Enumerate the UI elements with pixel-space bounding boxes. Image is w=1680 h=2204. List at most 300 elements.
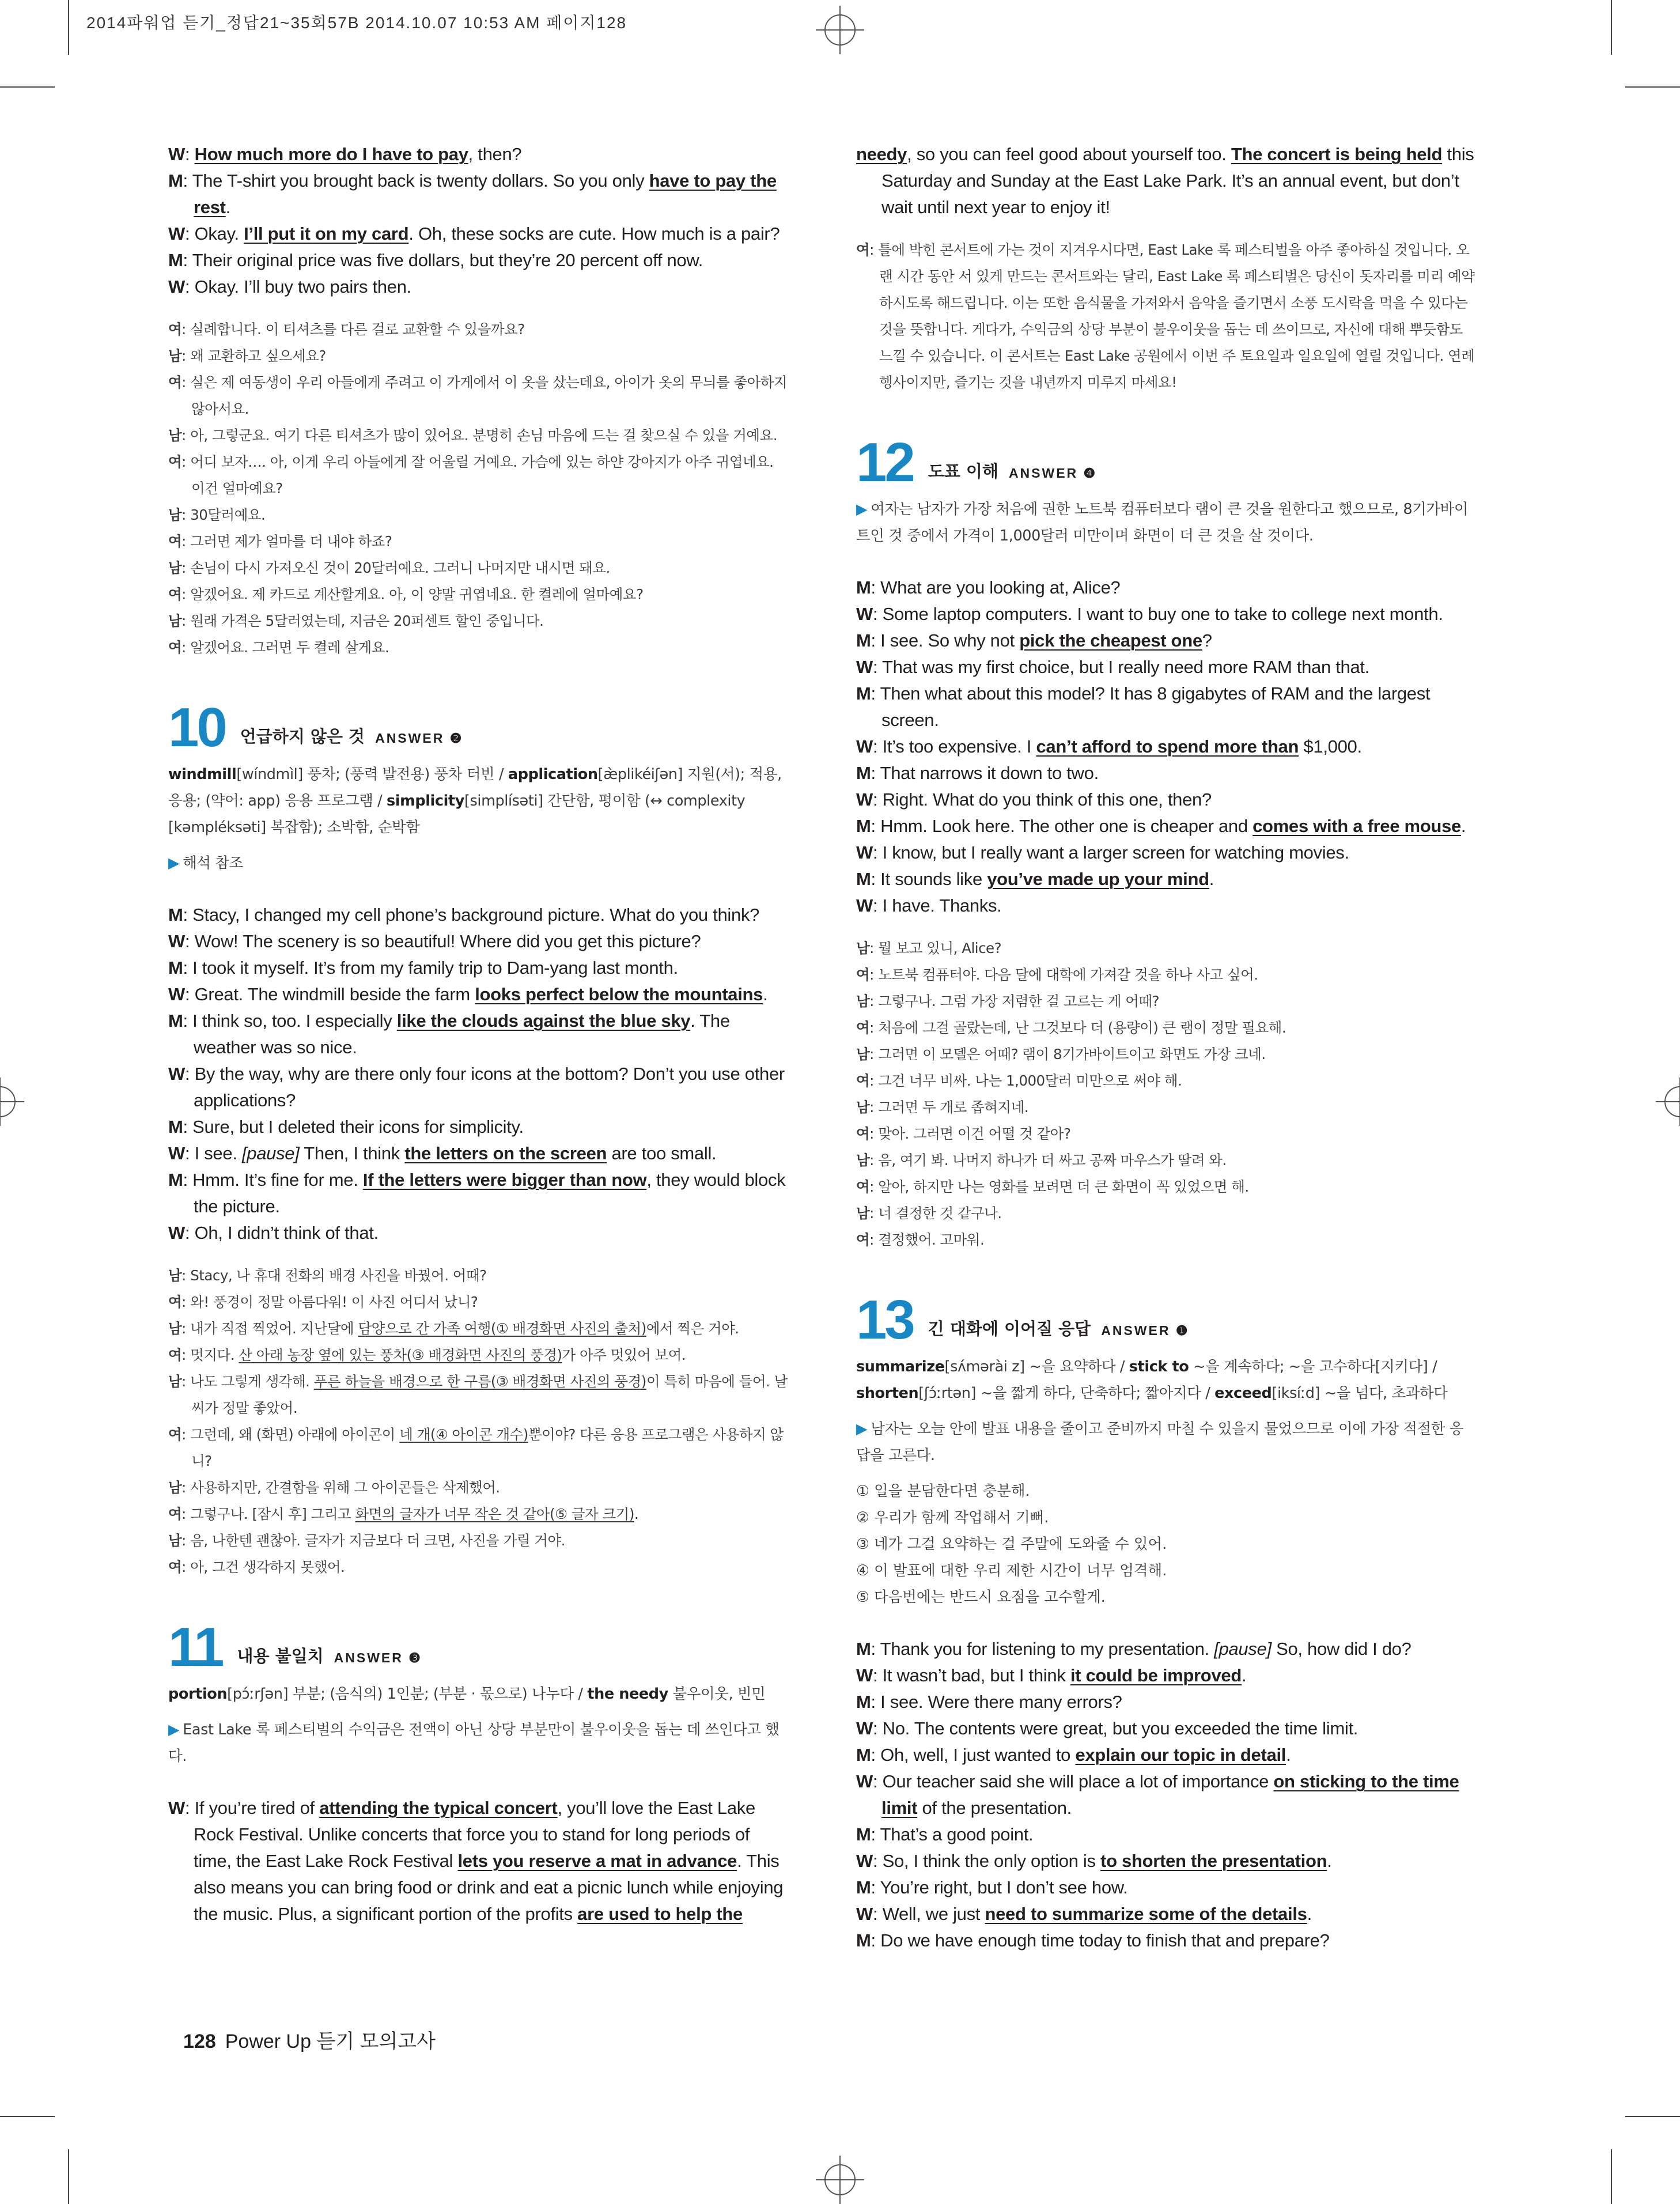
print-header: 2014파워업 듣기_정답21~35회57B 2014.10.07 10:53 AM 페이지128 [86,14,627,32]
section-12-header [856,432,1476,493]
key-phrase: 산 아래 농장 옆에 있는 풍차(③ 배경화면 사진의 풍경) [239,1347,562,1363]
key-phrase: 담양으로 간 가족 여행(① 배경화면 사진의 출처) [358,1320,646,1337]
dialogue-line: 여: 맞아. 그러면 이건 어떨 것 같아? [856,1125,1071,1142]
line-text: 틀에 박힌 콘서트에 가는 것이 지겨우시다면, East Lake 록 페스티벌을 아주 좋아하실 것입니다. 오랜 시간 동안 서 있게 만드는 콘서트와는 달리, East Lake 록 페스티벌은 당신이 돗자리를 미리 예약하시도록 해드립니다. 이는 또한 음식물을 가져와서 음악을 즐기면서 소풍 도시락을 먹을 수 있다는 것을 뜻합니다. 게다가, 수익금의 상당 부분이 불우이웃을 돕는 데 쓰이므로, 자신에 대해 뿌듯함도 느낄 수 있습니다. 이 콘서트는 East Lake 공원에서 이번 주 토요일과 일요일에 열릴 것입니다. 연례행사이지만, 즐기는 것을 내년까지 미루지 마세요! [878,241,1475,391]
line-text: The T-shirt you brought back is twenty dollars. So you only [192,171,649,191]
vocab-definition: [wíndmìl] 풍차; (풍력 발전용) 풍차 터빈 / [236,766,508,783]
translation-q10 [168,1262,790,1581]
key-phrase: attending the typical concert [319,1798,558,1818]
line-text: , they would block the picture. [194,1170,786,1216]
dialogue-line: M: Oh, well, I just wanted to explain our topic in detail. [856,1745,1291,1765]
section-10-header [168,697,790,758]
triangle-bullet-icon: ▶ [168,855,180,872]
speaker-label: M [856,816,871,836]
hint-q12 [856,496,1476,549]
hint-text: 남자는 오늘 안에 발표 내용을 줄이고 준비까지 마칠 수 있을지 물었으므로 이에 가장 적절한 응답을 고른다. [856,1420,1463,1464]
page-footer [183,2025,436,2054]
dialogue-q13 [856,1636,1476,1954]
key-phrase: you’ve made up your mind [987,869,1209,889]
line-text: 그러면 이 모델은 어때? 램이 8기가바이트이고 화면도 가장 크네. [878,1046,1266,1063]
line-text: 내가 직접 찍었어. 지난달에 [190,1320,358,1337]
line-text: . [1307,1904,1312,1924]
line-text: $1,000. [1299,736,1362,757]
line-text: What are you looking at, Alice? [880,577,1121,598]
vocab-word: summarize [856,1358,945,1375]
line-text: It sounds like [880,869,987,889]
section-number: 13 [856,1289,913,1351]
line-text: 아, 그렇군요. 여기 다른 티셔츠가 많이 있어요. 분명히 손님 마음에 드는 걸 찾으실 수 있을 거예요. [190,427,778,444]
speaker-label: W [856,1771,873,1791]
speaker-label: M [856,1745,871,1765]
dialogue-line: 남: 그러면 두 개로 좁혀지네. [856,1099,1029,1116]
vocab-definition: [sʌ́mərài z] ~을 요약하다 / [944,1358,1129,1375]
answer-option: ③ 네가 그걸 요약하는 걸 주말에 도와줄 수 있어. [856,1536,1167,1553]
line-text: 그렇구나. [잠시 후] 그리고 [190,1506,355,1522]
line-text: 30달러예요. [190,506,266,523]
dialogue-line: 남: 왜 교환하고 싶으세요? [168,347,326,364]
line-text: 그러면 제가 얼마를 더 내야 하죠? [190,533,392,550]
line-text: , you’ll love the East Lake Rock Festival. Unlike concerts that force you to stand for long periods of time, the East Lake Rock Festival [194,1798,755,1871]
section-number: 10 [168,697,225,758]
speaker-label: M [168,905,183,925]
speaker-label: M [168,1011,183,1031]
speaker-label: W [856,604,873,624]
speaker-label: W [856,842,873,863]
dialogue-line: W: Great. The windmill beside the farm looks perfect below the mountains. [168,984,768,1004]
line-text: . [763,984,768,1004]
line-text: Okay. [194,224,244,244]
line-text: That’s a good point. [880,1824,1034,1844]
speaker-label: W [856,1851,873,1871]
hint-text: 해석 참조 [183,855,243,872]
line-text: I see. So why not [880,630,1020,651]
dialogue-line: M: Sure, but I deleted their icons for simplicity. [168,1117,524,1137]
line-text: If you’re tired of [194,1798,320,1818]
speaker-label: W [168,931,185,951]
key-phrase: looks perfect below the mountains [475,984,763,1004]
speaker-label: 여 [168,321,182,338]
line-text: No. The contents were great, but you exceeded the time limit. [882,1718,1359,1738]
hint-q13 [856,1416,1476,1469]
line-text: this Saturday and Sunday at the East Lake Park. It’s an annual event, but don’t wait until next year to enjoy it! [881,144,1474,217]
dialogue-line: W: Oh, I didn’t think of that. [168,1223,379,1243]
line-text: Right. What do you think of this one, then? [882,789,1212,810]
speaker-label: M [168,1170,183,1190]
line-text: 그건 너무 비싸. 나는 1,000달러 미만으로 써야 해. [878,1072,1182,1089]
line-text: Thank you for listening to my presentation. [880,1639,1214,1659]
left-column [168,141,790,1927]
dialogue-line: 남: Stacy, 나 휴대 전화의 배경 사진을 바꿨어. 어때? [168,1267,487,1284]
triangle-bullet-icon: ▶ [856,501,868,518]
section-title: 도표 이해 [928,462,998,481]
dialogue-line: 남: 너 결정한 것 같구나. [856,1205,1002,1222]
line-text: 와! 풍경이 정말 아름다워! 이 사진 어디서 났니? [190,1294,478,1310]
speaker-label: 여 [168,639,182,656]
vocab-definition: [iksíːd] ~을 넘다, 초과하다 [1272,1385,1448,1402]
key-phrase: 푸른 하늘을 배경으로 한 구름(③ 배경화면 사진의 풍경) [313,1373,646,1390]
registration-mark-icon [1656,1078,1680,1126]
speaker-label: W [168,224,185,244]
line-text: Then, I think [299,1143,405,1163]
speaker-label: W [168,144,185,164]
answer-label: ANSWER ❹ [1008,466,1098,481]
stage-direction: [pause] [1214,1639,1272,1659]
dialogue-q10 [168,902,790,1246]
speaker-label: 남 [856,1205,870,1222]
speaker-label: 남 [168,1532,182,1549]
vocab-definition: [pɔ́ːrʃən] 부분; (음식의) 1인분; (부분 · 몫으로) 나누다 / [227,1685,588,1703]
dialogue-line: 남: 30달러예요. [168,506,266,523]
vocab-definition: 불우이웃, 빈민 [668,1685,766,1703]
speaker-label: 여 [168,533,182,550]
line-text: Our teacher said she will place a lot of importance [882,1771,1274,1791]
answer-options-q13 [856,1478,1476,1611]
line-text: Hmm. It’s fine for me. [192,1170,363,1190]
dialogue-line: W: No. The contents were great, but you exceeded the time limit. [856,1718,1359,1738]
speaker-label: 여 [168,1426,182,1443]
section-number: 11 [168,1616,222,1678]
line-text: 어디 보자…. 아, 이게 우리 아들에게 잘 어울릴 거예요. 가슴에 있는 하얀 강아지가 아주 귀엽네요. 이건 얼마예요? [190,453,774,497]
vocab-word: shorten [856,1385,919,1402]
section-title: 내용 불일치 [237,1646,324,1666]
speaker-label: M [856,1930,871,1950]
section-number: 12 [856,432,913,493]
line-text: 원래 가격은 5달러였는데, 지금은 20퍼센트 할인 중입니다. [190,613,544,629]
dialogue-line: W: If you’re tired of attending the typical concert, you’ll love the East Lake Rock Festival. Unlike concerts that force you to stand for long periods of time, the East Lake Rock Festival lets you reserve a mat in advance. This also means you can bring food or drink and eat a picnic lunch while enjoying the music. Plus, a significant portion of the profits are used to help the [168,1798,784,1924]
dialogue-line: 남: 내가 직접 찍었어. 지난달에 담양으로 간 가족 여행(① 배경화면 사진의 출처)에서 찍은 거야. [168,1320,739,1337]
speaker-label: M [856,683,871,704]
speaker-label: 남 [856,1046,870,1063]
vocab-word: exceed [1214,1385,1272,1402]
speaker-label: W [856,1718,873,1738]
line-text: Do we have enough time today to finish that and prepare? [880,1930,1330,1950]
line-text: . [1286,1745,1291,1765]
dialogue-line: 여: 그건 너무 비싸. 나는 1,000달러 미만으로 써야 해. [856,1072,1182,1089]
speaker-label: 남 [168,559,182,576]
dialogue-line: 여: 틀에 박힌 콘서트에 가는 것이 지겨우시다면, East Lake 록 페스티벌을 아주 좋아하실 것입니다. 오랜 시간 동안 서 있게 만드는 콘서트와는 달리, East Lake 록 페스티벌은 당신이 돗자리를 미리 예약하시도록 해드립니다. 이는 또한 음식물을 가져와서 음악을 즐기면서 소풍 도시락을 먹을 수 있다는 것을 뜻합니다. 게다가, 수익금의 상당 부분이 불우이웃을 돕는 데 쓰이므로, 자신에 대해 뿌듯함도 느낄 수 있습니다. 이 콘서트는 East Lake 공원에서 이번 주 토요일과 일요일에 열릴 것입니다. 연례행사이지만, 즐기는 것을 내년까지 미루지 마세요! [856,241,1475,391]
dialogue-line: 남: 사용하지만, 간결함을 위해 그 아이콘들은 삭제했어. [168,1479,500,1496]
speaker-label: W [168,1798,185,1818]
speaker-label: M [856,763,871,783]
vocab-word: simplicity [387,792,464,810]
line-text: Stacy, 나 휴대 전화의 배경 사진을 바꿨어. 어때? [190,1267,487,1284]
speaker-label: 남 [168,506,182,523]
speaker-label: 남 [856,1152,870,1169]
dialogue-line: 여: 그렇구나. [잠시 후] 그리고 화면의 글자가 너무 작은 것 같아(⑤ 글자 크기). [168,1506,639,1522]
line-text: 가 아주 멋있어 보여. [562,1347,686,1363]
dialogue-line: W: Some laptop computers. I want to buy one to take to college next month. [856,604,1443,624]
line-text: , then? [468,144,522,164]
vocab-definition: [ʃɔ́ːrtən] ~을 짧게 하다, 단축하다; 짧아지다 / [918,1385,1215,1402]
speaker-label: 여 [856,1178,870,1195]
dialogue-line: W: That was my first choice, but I really need more RAM than that. [856,657,1370,677]
speaker-label: W [168,984,185,1004]
line-text: . [1209,869,1214,889]
line-text: Wow! The scenery is so beautiful! Where did you get this picture? [194,931,701,951]
section-13-header [856,1289,1476,1351]
key-phrase: I’ll put it on my card [244,224,409,244]
line-text: 알겠어요. 제 카드로 계산할게요. 아, 이 양말 귀엽네요. 한 켤레에 얼마예요? [190,586,644,603]
line-text: 실은 제 여동생이 우리 아들에게 주려고 이 가게에서 이 옷을 샀는데요, 아이가 옷의 무늬를 좋아하지 않아서요. [190,374,788,417]
dialogue-line: W: I know, but I really want a larger screen for watching movies. [856,842,1349,863]
line-text: 뭘 보고 있니, Alice? [878,940,1002,957]
vocab-word: stick to [1129,1358,1189,1375]
key-phrase: have to pay the rest [194,171,777,217]
vocab-q10 [168,761,790,841]
line-text: 뿐이야? 다른 응용 프로그램은 사용하지 않니? [191,1426,784,1469]
dialogue-line: W: It wasn’t bad, but I think it could be improved. [856,1665,1247,1685]
dialogue-line: 남: 원래 가격은 5달러였는데, 지금은 20퍼센트 할인 중입니다. [168,613,544,629]
speaker-label: 여 [168,1347,182,1363]
line-text: Stacy, I changed my cell phone’s background picture. What do you think? [192,905,760,925]
speaker-label: 여 [856,966,870,983]
dialogue-line: 여: 알아, 하지만 나는 영화를 보려면 더 큰 화면이 꼭 있었으면 해. [856,1178,1249,1195]
line-text: 그런데, 왜 (화면) 아래에 아이콘이 [190,1426,400,1443]
line-text: of the presentation. [917,1798,1072,1818]
section-title: 긴 대화에 이어질 응답 [928,1319,1091,1339]
speaker-label: 남 [856,940,870,957]
dialogue-line: 여: 알겠어요. 제 카드로 계산할게요. 아, 이 양말 귀엽네요. 한 켤레에 얼마예요? [168,586,644,603]
vocab-q13 [856,1354,1476,1407]
translation-q12 [856,935,1476,1253]
answer-label: ANSWER ❸ [334,1650,422,1665]
speaker-label: M [168,1117,183,1137]
translation-q9 [168,316,790,661]
line-text: 음, 여기 봐. 나머지 하나가 더 싸고 공짜 마우스가 딸려 와. [878,1152,1227,1169]
crop-mark [1625,2116,1680,2117]
dialogue-line: M: Hmm. It’s fine for me. If the letters were bigger than now, they would block the picture. [168,1170,786,1216]
speaker-label: 여 [168,586,182,603]
line-text: You’re right, but I don’t see how. [880,1877,1128,1897]
dialogue-line: 남: 손님이 다시 가져오신 것이 20달러예요. 그러니 나머지만 내시면 돼요. [168,559,610,576]
speaker-label: W [856,657,873,677]
registration-mark-icon [0,1078,24,1126]
line-text: 멋지다. [190,1347,239,1363]
key-phrase: If the letters were bigger than now [362,1170,647,1190]
dialogue-line: W: Okay. I’ll put it on my card. Oh, these socks are cute. How much is a pair? [168,224,780,244]
hint-text: 여자는 남자가 가장 처음에 권한 노트북 컴퓨터보다 램이 큰 것을 원한다고 했으므로, 8기가바이트인 것 중에서 가격이 1,000달러 미만이며 화면이 더 큰 것을 살 것이다. [856,501,1469,545]
dialogue-line: 남: 그렇구나. 그럼 가장 저렴한 걸 고르는 게 어때? [856,993,1160,1010]
registration-mark-icon [816,2156,864,2204]
dialogue-q9 [168,141,790,300]
dialogue-line: M: Hmm. Look here. The other one is cheaper and comes with a free mouse. [856,816,1466,836]
hint-q11 [168,1717,790,1770]
line-text: 왜 교환하고 싶으세요? [190,347,326,364]
dialogue-line: 여: 아, 그건 생각하지 못했어. [168,1559,345,1575]
dialogue-line: 여: 실례합니다. 이 티셔츠를 다른 걸로 교환할 수 있을까요? [168,321,525,338]
dialogue-line: M: It sounds like you’ve made up your mind. [856,869,1214,889]
line-text: 실례합니다. 이 티셔츠를 다른 걸로 교환할 수 있을까요? [190,321,525,338]
dialogue-line [856,141,1476,221]
triangle-bullet-icon: ▶ [856,1420,868,1438]
speaker-label: M [168,171,183,191]
line-text: It wasn’t bad, but I think [882,1665,1070,1685]
speaker-label: 여 [168,1559,182,1575]
book-title: Power Up 듣기 모의고사 [225,2031,436,2052]
key-phrase: How much more do I have to pay [194,144,468,164]
crop-mark [68,0,69,55]
dialogue-line: 남: 그러면 이 모델은 어때? 램이 8기가바이트이고 화면도 가장 크네. [856,1046,1266,1063]
key-phrase: The concert is being held [1231,144,1443,164]
speaker-label: 남 [856,993,870,1010]
dialogue-line: W: I see. [pause] Then, I think the letters on the screen are too small. [168,1143,717,1163]
dialogue-line: 여: 알겠어요. 그러면 두 켤레 살게요. [168,639,389,656]
speaker-label: 여 [168,1294,182,1310]
answer-option: ① 일을 분담한다면 충분해. [856,1483,1030,1500]
line-text: I see. [194,1143,242,1163]
line-text: 그렇구나. 그럼 가장 저렴한 걸 고르는 게 어때? [878,993,1160,1010]
dialogue-line: M: Do we have enough time today to finish that and prepare? [856,1930,1330,1950]
line-text: 맞아. 그러면 이건 어떨 것 같아? [878,1125,1071,1142]
crop-mark [1625,86,1680,88]
line-text: . [634,1506,639,1522]
vocab-definition: [æ̀plikéiʃən] 지원(서); 적용, 응용; (약어: app) 응용 프로그램 / [168,766,782,810]
dialogue-q12 [856,574,1476,919]
line-text: 사용하지만, 간결함을 위해 그 아이콘들은 삭제했어. [190,1479,500,1496]
key-phrase: lets you reserve a mat in advance [457,1851,737,1871]
dialogue-line: M: Then what about this model? It has 8 gigabytes of RAM and the largest screen. [856,683,1431,730]
speaker-label: W [168,277,185,297]
speaker-label: 남 [856,1099,870,1116]
line-text: Some laptop computers. I want to buy one to take to college next month. [882,604,1443,624]
speaker-label: 여 [856,1072,870,1089]
crop-mark [0,2116,55,2117]
line-text: Then what about this model? It has 8 gigabytes of RAM and the largest screen. [880,683,1431,730]
section-11-header [168,1616,790,1678]
dialogue-line: W: Our teacher said she will place a lot of importance on sticking to the time limit of the presentation. [856,1771,1459,1818]
dialogue-q11-continued [856,141,1476,221]
dialogue-line: 여: 그런데, 왜 (화면) 아래에 아이콘이 네 개(④ 아이콘 개수)뿐이야? 다른 응용 프로그램은 사용하지 않니? [168,1426,784,1469]
speaker-label: M [856,869,871,889]
speaker-label: W [856,736,873,757]
vocab-definition: ~을 계속하다; ~을 고수하다[지키다] / [1189,1358,1437,1375]
dialogue-line: M: The T-shirt you brought back is twenty dollars. So you only have to pay the rest. [168,171,777,217]
crop-mark [0,86,55,88]
dialogue-line: M: I see. So why not pick the cheapest one? [856,630,1212,651]
key-phrase: needy [856,144,907,164]
dialogue-line: M: What are you looking at, Alice? [856,577,1121,598]
dialogue-line: W: I have. Thanks. [856,895,1002,916]
speaker-label: M [856,1877,871,1897]
dialogue-line: W: Right. What do you think of this one, then? [856,789,1212,810]
dialogue-line: W: So, I think the only option is to shorten the presentation. [856,1851,1332,1871]
dialogue-line: M: Stacy, I changed my cell phone’s background picture. What do you think? [168,905,760,925]
right-column [856,141,1476,1954]
key-phrase: explain our topic in detail [1075,1745,1287,1765]
dialogue-line: 여: 어디 보자…. 아, 이게 우리 아들에게 잘 어울릴 거예요. 가슴에 있는 하얀 강아지가 아주 귀엽네요. 이건 얼마예요? [168,453,774,497]
speaker-label: W [168,1223,185,1243]
line-text: Hmm. Look here. The other one is cheaper and [880,816,1253,836]
key-phrase: to shorten the presentation [1100,1851,1327,1871]
hint-text: East Lake 록 페스티벌의 수익금은 전액이 아닌 상당 부분만이 불우이웃을 돕는 데 쓰인다고 했다. [168,1721,780,1765]
line-text: 알아, 하지만 나는 영화를 보려면 더 큰 화면이 꼭 있었으면 해. [878,1178,1249,1195]
speaker-label: 남 [168,347,182,364]
line-text: Sure, but I deleted their icons for simplicity. [192,1117,524,1137]
speaker-label: M [856,1692,871,1712]
key-phrase: 네 개(④ 아이콘 개수) [399,1426,528,1443]
speaker-label: M [856,1639,871,1659]
line-text: Okay. I’ll buy two pairs then. [194,277,411,297]
line-text: , so you can feel good about yourself too. [907,144,1231,164]
crop-mark [1611,0,1612,55]
key-phrase: need to summarize some of the details [985,1904,1307,1924]
dialogue-line: M: I think so, too. I especially like the clouds against the blue sky. The weather was so nice. [168,1011,730,1057]
key-phrase: 화면의 글자가 너무 작은 것 같아(⑤ 글자 크기) [355,1506,634,1522]
line-text: 음, 나한텐 괜찮아. 글자가 지금보다 더 크면, 사진을 가릴 거야. [190,1532,565,1549]
key-phrase: the letters on the screen [404,1143,607,1163]
line-text: Oh, well, I just wanted to [880,1745,1076,1765]
line-text: That narrows it down to two. [880,763,1099,783]
line-text: I see. Were there many errors? [880,1692,1122,1712]
hint-q10 [168,850,790,876]
dialogue-line: W: By the way, why are there only four icons at the bottom? Don’t you use other applications? [168,1064,785,1110]
line-text: By the way, why are there only four icons at the bottom? Don’t you use other applications? [194,1064,785,1110]
line-text: 그러면 두 개로 좁혀지네. [878,1099,1029,1116]
vocab-word: application [508,766,598,783]
speaker-label: W [168,1064,185,1084]
dialogue-q11 [168,1795,790,1927]
line-text: 처음에 그걸 골랐는데, 난 그것보다 더 (용량이) 큰 램이 정말 필요해. [878,1019,1287,1036]
key-phrase: comes with a free mouse [1253,816,1461,836]
dialogue-line: W: Okay. I’ll buy two pairs then. [168,277,411,297]
answer-label: ANSWER ❷ [375,731,464,746]
dialogue-line: W: It’s too expensive. I can’t afford to spend more than $1,000. [856,736,1362,757]
dialogue-line: 남: 나도 그렇게 생각해. 푸른 하늘을 배경으로 한 구름(③ 배경화면 사진의 풍경)이 특히 마음에 들어. 날씨가 정말 좋았어. [168,1373,788,1416]
line-text: . Oh, these socks are cute. How much is a pair? [408,224,780,244]
dialogue-line: M: Thank you for listening to my presentation. [pause] So, how did I do? [856,1639,1412,1659]
vocab-q11 [168,1681,790,1707]
key-phrase: can’t afford to spend more than [1036,736,1299,757]
dialogue-line: W: Wow! The scenery is so beautiful! Where did you get this picture? [168,931,701,951]
line-text: . [225,197,230,217]
speaker-label: M [856,1824,871,1844]
line-text: ? [1202,630,1212,651]
speaker-label: 여 [856,1019,870,1036]
line-text: 너 결정한 것 같구나. [878,1205,1002,1222]
speaker-label: 남 [168,1373,182,1390]
speaker-label: 남 [168,1320,182,1337]
line-text: 에서 찍은 거야. [646,1320,739,1337]
line-text: Well, we just [882,1904,985,1924]
line-text: I think so, too. I especially [192,1011,397,1031]
speaker-label: 여 [168,1506,182,1522]
answer-label: ANSWER ❶ [1101,1323,1190,1338]
vocab-word: windmill [168,766,237,783]
dialogue-line: 남: 뭘 보고 있니, Alice? [856,940,1002,957]
crop-mark [1611,2149,1612,2204]
line-text: . [1241,1665,1247,1685]
speaker-label: 여 [856,1125,870,1142]
answer-option: ⑤ 다음번에는 반드시 요점을 고수할게. [856,1589,1106,1606]
speaker-label: 여 [168,374,182,391]
dialogue-line: 남: 아, 그렇군요. 여기 다른 티셔츠가 많이 있어요. 분명히 손님 마음에 드는 걸 찾으실 수 있을 거예요. [168,427,778,444]
line-text: 아, 그건 생각하지 못했어. [190,1559,345,1575]
speaker-label: 여 [856,1231,870,1248]
line-text: Oh, I didn’t think of that. [194,1223,379,1243]
line-text: Great. The windmill beside the farm [194,984,475,1004]
line-text: 나도 그렇게 생각해. [190,1373,314,1390]
line-text: 이 특히 마음에 들어. 날씨가 정말 좋았어. [191,1373,788,1416]
key-phrase: it could be improved [1070,1665,1242,1685]
speaker-label: W [168,1143,185,1163]
speaker-label: M [168,250,183,270]
speaker-label: 남 [168,613,182,629]
translation-q11 [856,237,1476,396]
dialogue-line: M: Their original price was five dollars, but they’re 20 percent off now. [168,250,703,270]
line-text: Their original price was five dollars, but they’re 20 percent off now. [192,250,703,270]
line-text: 결정했어. 고마워. [878,1231,985,1248]
section-title: 언급하지 않은 것 [240,727,365,746]
